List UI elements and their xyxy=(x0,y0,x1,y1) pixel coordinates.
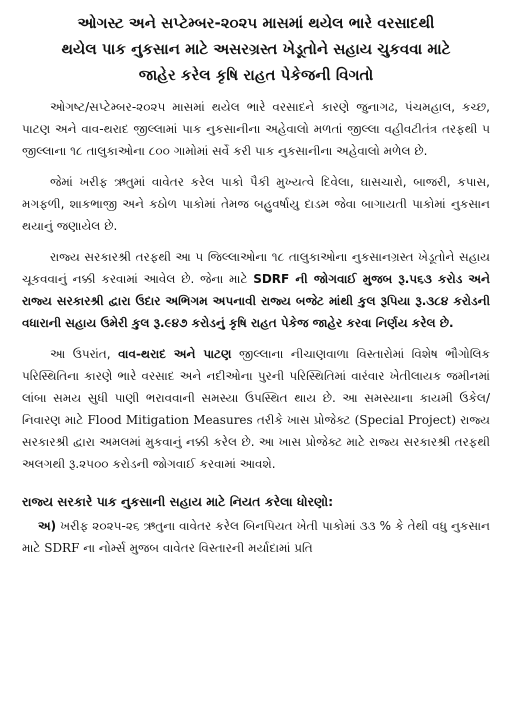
paragraph-package xyxy=(22,246,490,334)
paragraph-survey: ઓગષ્ટ/સપ્ટેમ્બર-૨૦૨૫ માસમાં થયેલ ભારે વરસાદને કારણે જુનાગઢ, પંચમહાલ, કચ્છ, પાટણ અને વાવ-થરાદ જીલ્લામાં પાક નુકસાનીના અહેવાલો મળતાં જીલ્લા વહીવટીતંત્ર તરફથી ૫ જીલ્લાના ૧૮ તાલુકાઓના ૮૦૦ ગામોમાં સર્વે કરી પાક નુકસાનીના અહેવાલો મળેલ છે. xyxy=(22,100,490,158)
norm-item-a-sdrf: SDRF xyxy=(44,541,80,555)
paragraph-special-project xyxy=(22,343,490,475)
norm-item-a-text-2: ના નોર્મ્સ મુજબ વાવેતર વિસ્તારની મર્યાદામાં પ્રતિ xyxy=(79,541,313,555)
special-intro-text: આ ઉપરાંત, xyxy=(50,347,119,361)
title-line-1: ઓગસ્ટ અને સપ્ટેમ્બર-૨૦૨૫ માસમાં થયેલ ભારે વરસાદથી xyxy=(77,14,435,32)
flood-mitigation-text: Flood Mitigation Measures xyxy=(87,413,253,427)
special-allocation-text: રાજ્ય સરકારશ્રી દ્વારા અમલમાં મુકવાનું નક્કી કરેલ છે. આ ખાસ પ્રોજેક્ટ માટે રાજ્ય સરકારશ્રી તરફથી અલગથી રૂ.૨૫૦૦ કરોડની જોગવાઈ કરવામાં આવશે. xyxy=(22,413,490,471)
norms-heading: રાજ્ય સરકારે પાક નુકસાની સહાય માટે નિયત કરેલા ધોરણો: xyxy=(22,494,334,509)
special-project-english-text: (Special Project) xyxy=(354,413,457,427)
district-names-text: વાવ-થરાદ અને પાટણ xyxy=(118,347,232,361)
package-intro-text: રાજ્ય સરકારશ્રી તરફથી આ ૫ જિલ્લાઓના ૧૮ તાલુકાઓના નુકસાનગ્રસ્ત ખેડૂતોને સહાય ચૂકવવાનું નક્કી કરવામાં આવેલ છે. જેના માટે xyxy=(22,250,490,286)
package-amount-text: SDRF ની જોગવાઈ મુજબ રૂ.૫૬૩ કરોડ અને રાજ્ય સરકારશ્રી દ્વારા ઉદાર અભિગમ અપનાવી રાજ્ય બજેટ માંથી કુલ રૂપિયા રૂ.૩૮૪ કરોડની વધારાની સહાય ઉમેરી કુલ રૂ.૯૪૭ કરોડનું કૃષિ રાહત પેકેજ જાહેર કરવા નિર્ણય કરેલ છે. xyxy=(22,272,490,330)
special-problem-text: જીલ્લાના નીચાણવાળા વિસ્તારોમાં વિશેષ ભૌગોલિક પરિસ્થિતિના કારણે ભારે વરસાદ અને નદીઓના પુરની પરિસ્થિતિમાં વારંવાર ખેતીલાયક જમીનમાં લાંબા સમય સુધી પાણી ભરાવવાની સમસ્યા ઉપસ્થિત થાય છે. આ સમસ્યાના કાયમી ઉકેલ/નિવારણ માટે xyxy=(22,347,490,427)
paragraph-crops: જેમાં ખરીફ ઋતુમાં વાવેતર કરેલ પાકો પૈકી મુખ્યત્વે દિવેલા, ઘાસચારો, બાજરી, કપાસ, મગફળી, શાકભાજી અને કઠોળ પાકોમાં તેમજ બહુવર્ષાયુ દાડમ જેવા બાગાયતી પાકોમાં નુકસાન થયાનું જણાયેલ છે. xyxy=(22,175,490,233)
norm-item-a-label: અ) xyxy=(38,519,57,533)
norm-item-a xyxy=(22,515,490,559)
title-line-2: થયેલ પાક નુકસાન માટે અસરગ્રસ્ત ખેડૂતોને સહાય ચુકવવા માટે xyxy=(61,40,451,58)
document-title xyxy=(22,10,490,88)
norm-item-a-text-1: ખરીફ ૨૦૨૫-૨૬ ઋતુના વાવેતર કરેલ બિનપિયત ખેતી પાકોમાં ૩૩ % કે તેથી વધુ નુકસાન માટે xyxy=(22,519,490,555)
title-line-3: જાહેર કરેલ કૃષિ રાહત પેકેજની વિગતો xyxy=(138,66,374,84)
special-project-label-text: તરીકે ખાસ પ્રોજેક્ટ xyxy=(252,413,355,427)
